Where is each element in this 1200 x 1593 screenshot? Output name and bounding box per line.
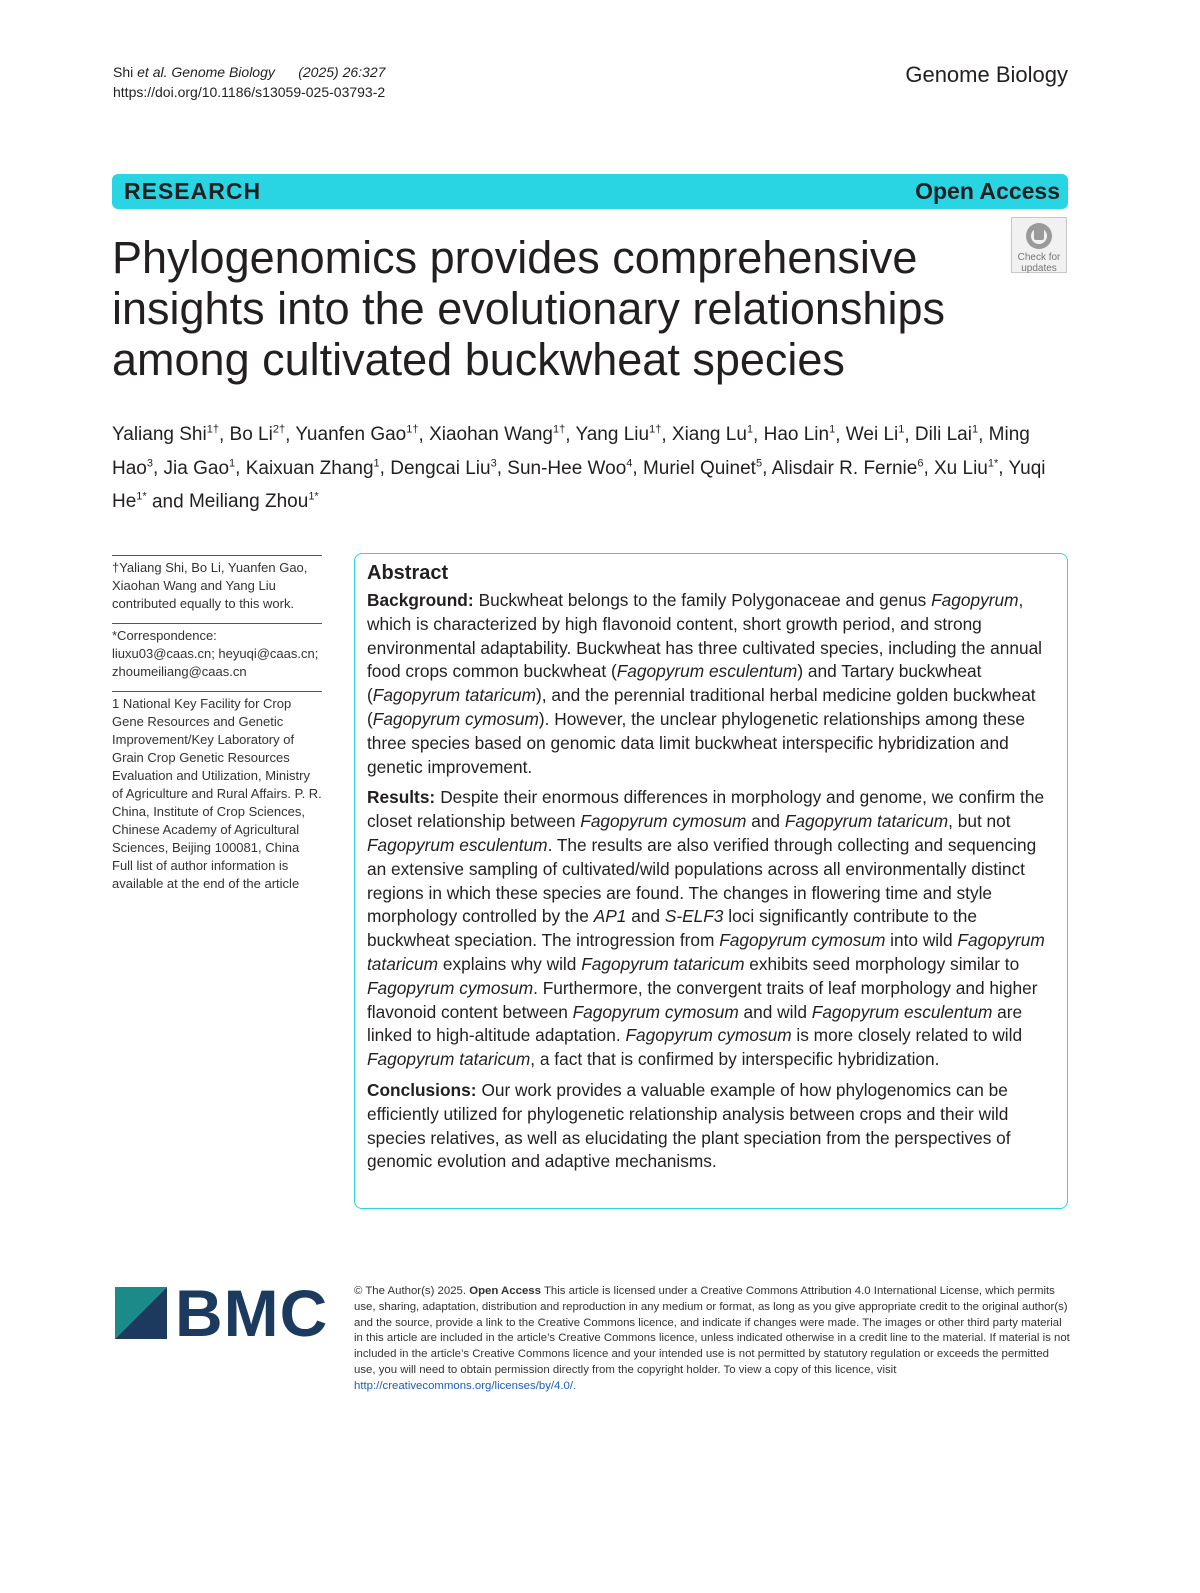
running-header	[113, 62, 385, 102]
check-updates-icon	[1024, 221, 1054, 251]
affiliation-note	[112, 691, 322, 899]
open-access-label: Open Access	[915, 178, 1060, 204]
bmc-logo-mark-icon	[115, 1287, 167, 1339]
citation-etal: et al.	[137, 64, 168, 80]
article-type: RESEARCH	[124, 178, 262, 204]
bmc-logo-text: BMC	[175, 1276, 329, 1350]
author[interactable]: Dili Lai$^1$	[914, 424, 979, 446]
abstract-conclusions	[367, 1079, 1055, 1174]
check-updates-line1: Check for	[1017, 252, 1061, 263]
author[interactable]: Alisdair R. Fernie$^6$	[771, 457, 924, 479]
license-open-access: Open Access	[469, 1285, 541, 1297]
conclusions-label: Conclusions:	[367, 1079, 477, 1100]
author[interactable]: Yuanfen Gao$^{1\dagger}$	[295, 424, 419, 446]
background-label: Background:	[367, 590, 474, 610]
author[interactable]: Hao Lin$^1$	[763, 424, 836, 446]
author[interactable]: Jia Gao$^1$	[163, 457, 236, 479]
license-statement	[354, 1284, 1070, 1395]
abstract-background: Background: Buckwheat belongs to the family Polygonaceae and genus Fagopyrum, which is characterized by high flavonoid content, short growth period, and strong environmental adaptability. Buckwheat has three cultivated species, including the annual food crops common buckwheat (Fagopyrum esculentum) and Tartary buckwheat (Fagopyrum tataricum), and the perennial traditional herbal medicine golden buckwheat (Fagopyrum cymosum). However, the unclear phylogenetic relationships among these three species based on genomic data limit buckwheat interspecific hybridization and genetic improvement.	[367, 590, 1043, 777]
citation-author: Shi	[113, 64, 134, 80]
author[interactable]: Wei Li$^1$	[845, 424, 905, 446]
check-updates-line2: updates	[1021, 263, 1057, 274]
author[interactable]: Dengcai Liu$^3$	[390, 457, 497, 479]
results-label: Results:	[367, 787, 436, 808]
author[interactable]: Meiliang Zhou$^{1*}$	[188, 490, 319, 512]
author[interactable]: Ming Hao$^3$	[112, 424, 1030, 479]
author-notes-sidebar	[112, 555, 322, 903]
author[interactable]: Yang Liu$^{1\dagger}$	[575, 424, 662, 446]
correspondence-note: *Correspondence: liuxu03@caas.cn; heyuqi@caas.cn; zhoumeiliang@caas.cn	[112, 623, 322, 687]
journal-name: Genome Biology	[905, 62, 1068, 87]
affiliation-text: 1 National Key Facility for Crop Gene Resources and Genetic Improvement/Key Laboratory of Grain Crop Genetic Resources Evaluation and Utilization, Ministry of Agriculture and Rural Affairs. P. R. China, Institute of Crop Sciences, Chinese Academy of Agricultural Sciences, Beijing 100081, China	[112, 696, 322, 855]
author[interactable]: Bo $Li^{2\dagger}$	[229, 424, 286, 446]
license-url-link[interactable]: http://creativecommons.org/licenses/by/4.0/.	[354, 1379, 577, 1392]
author[interactable]: Yuqi $He^{1*}$	[112, 457, 1046, 512]
author[interactable]: Yaliang Shi$^{1\dagger}$	[112, 424, 219, 446]
author[interactable]: Kaixuan Zhang$^1$	[245, 457, 380, 479]
author[interactable]: Xiaohan Wang$^{1\dagger}$	[429, 424, 566, 446]
article-type-banner	[112, 174, 1068, 209]
bmc-logo	[115, 1276, 329, 1350]
author[interactable]: Xu Liu$^{1*}$	[934, 457, 999, 479]
author[interactable]: Sun-Hee Woo$^4$	[507, 457, 633, 479]
abstract-heading: Abstract	[367, 562, 449, 584]
author[interactable]: Muriel Quinet$^5$	[642, 457, 763, 479]
doi-link[interactable]: https://doi.org/10.1186/s13059-025-03793-2	[113, 84, 386, 100]
abstract-results: Results: Despite their enormous differences in morphology and genome, we confirm the closet relationship between Fagopyrum cymosum and Fagopyrum tataricum, but not Fagopyrum esculentum. The results are also verified through collecting and sequencing an extensive sampling of cultivated/wild populations across all environmentally distinct regions in which these species are found. The changes in flowering time and style morphology controlled by the AP1 and S-ELF3 loci significantly contribute to the buckwheat speciation. The introgression from Fagopyrum cymosum into wild Fagopyrum tataricum explains why wild Fagopyrum tataricum exhibits seed morphology similar to Fagopyrum cymosum. Furthermore, the convergent traits of leaf morphology and higher flavonoid content between Fagopyrum cymosum and wild Fagopyrum esculentum are linked to high-altitude adaptation. Fagopyrum cymosum is more closely related to wild Fagopyrum tataricum, a fact that is confirmed by interspecific hybridization.	[367, 787, 1045, 1070]
license-text: This article is licensed under a Creative Commons Attribution 4.0 International License, which permits use, sharing, adaptation, distribution and reproduction in any medium or format, as long as you give appropriate credit to the original author(s) and the source, provide a link to the Creative Commons licence, and indicate if changes were made. The images or other third party material in this article are included in the article’s Creative Commons licence, unless indicated otherwise in a credit line to the material. If material is not included in the article’s Creative Commons licence and your intended use is not permitted by statutory regulation or exceeds the permitted use, you will need to obtain permission directly from the copyright holder. To view a copy of this licence, visit	[354, 1285, 1070, 1376]
article-title: Phylogenomics provides comprehensive insights into the evolutionary relationships among cultivated buckwheat species	[112, 232, 945, 385]
copyright-prefix: © The Author(s) 2025.	[354, 1285, 467, 1297]
check-for-updates-badge[interactable]	[1011, 217, 1067, 273]
conclusions-text: Our work provides a valuable example of how phylogenomics can be efficiently utilized for phylogenetic relationship analysis between crops and their wild species relatives, as well as elucidating the plant speciation from the perspectives of genomic evolution and adaptive mechanisms.	[367, 1079, 1011, 1172]
abstract-box	[354, 553, 1068, 1209]
citation-year-vol: (2025) 26:327	[298, 64, 386, 80]
citation-journal: Genome Biology	[171, 64, 275, 80]
equal-contribution-note: †Yaliang Shi, Bo Li, Yuanfen Gao, Xiaohan Wang and Yang Liu contributed equally to this work.	[112, 555, 322, 619]
full-list-note: Full list of author information is available at the end of the article	[112, 858, 300, 891]
author-list: Yaliang Shi$^{1\dagger}$, Bo $Li^{2\dagger}$, Yuanfen Gao$^{1\dagger}$, Xiaohan Wang$^{1\dagger}$, Yang Liu$^{1\dagger}$, Xiang Lu$^1$, Hao Lin$^1$, Wei Li$^1$, Dili Lai$^1$, Ming Hao$^3$, Jia Gao$^1$, Kaixuan Zhang$^1$, Dengcai Liu$^3$, Sun-Hee Woo$^4$, Muriel Quinet$^5$, Alisdair R. Fernie$^6$, Xu Liu$^{1*}$, Yuqi $He^{1*}$ and Meiliang Zhou$^{1*}$	[112, 424, 1046, 512]
author[interactable]: Xiang Lu$^1$	[671, 424, 754, 446]
